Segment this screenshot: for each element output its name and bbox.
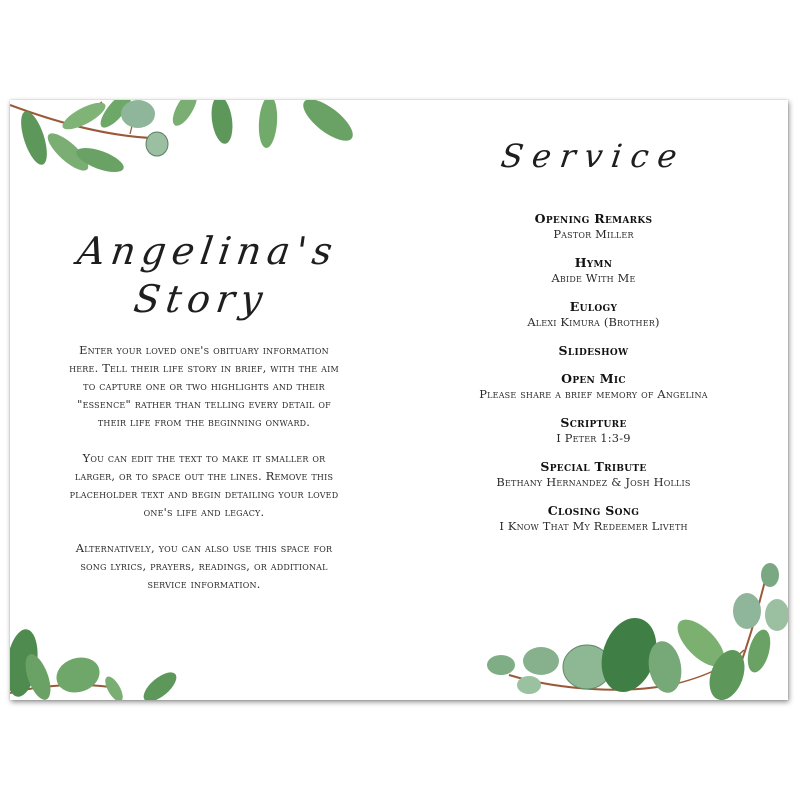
program-detail: Bethany Hernandez & Josh Hollis — [496, 475, 691, 489]
program-item — [399, 503, 788, 534]
program-detail: Please share a brief memory of Angelina — [479, 387, 708, 401]
service-panel — [399, 100, 788, 700]
leaf-branch-top-left-icon — [10, 100, 370, 190]
funeral-program-spread — [10, 100, 788, 700]
story-panel — [10, 100, 399, 700]
program-item — [399, 255, 788, 286]
program-heading: Eulogy — [569, 299, 618, 314]
story-paragraph: You can edit the text to make it smaller or larger, or to space out the lines. Remove this placeholder text and begin detailing your loved one's life and legacy. — [69, 451, 339, 519]
story-text — [65, 341, 343, 611]
program-item — [399, 211, 788, 242]
leaf-branch-bottom-left-icon — [10, 625, 180, 700]
program-heading: Slideshow — [558, 343, 629, 358]
program-item — [399, 459, 788, 490]
program-item — [399, 343, 788, 358]
program-detail: Alexi Kimura (Brother) — [527, 315, 660, 329]
service-program — [399, 211, 788, 547]
program-heading: Hymn — [574, 255, 613, 270]
story-paragraph: Alternatively, you can also use this space for song lyrics, prayers, readings, or additional service information. — [75, 541, 333, 591]
program-heading: Scripture — [560, 415, 627, 430]
program-item — [399, 371, 788, 402]
program-heading: Special Tribute — [540, 459, 647, 474]
program-heading: Opening Remarks — [534, 211, 653, 226]
story-title — [10, 227, 406, 323]
program-heading: Open Mic — [561, 371, 626, 386]
program-heading: Closing Song — [547, 503, 640, 518]
service-title: Service — [498, 137, 689, 175]
story-title-line1: Angelina's — [74, 229, 342, 273]
eucalyptus-branch-bottom-right-icon — [479, 555, 788, 700]
program-detail: I Know That My Redeemer Liveth — [499, 519, 688, 533]
story-paragraph: Enter your loved one's obituary information here. Tell their life story in brief, with the aim to capture one or two highlights and their "essence" rather than telling every detail of their life from the beginning onward. — [69, 343, 339, 429]
story-title-line2: Story — [131, 277, 272, 321]
program-item — [399, 299, 788, 330]
program-item — [399, 415, 788, 446]
program-detail: Abide With Me — [551, 271, 636, 285]
program-detail: I Peter 1:3-9 — [556, 431, 631, 445]
program-detail: Pastor Miller — [553, 227, 634, 241]
